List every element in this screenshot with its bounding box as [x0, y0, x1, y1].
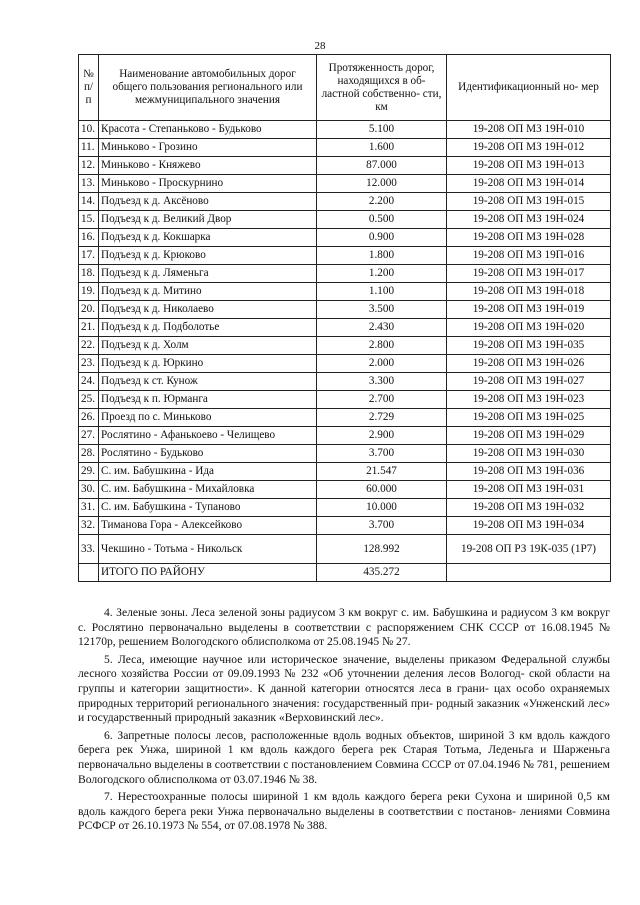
cell-num: 22. — [79, 337, 99, 355]
table-row — [79, 301, 611, 319]
table-row — [79, 247, 611, 265]
cell-length: 128.992 — [317, 535, 447, 564]
table-row — [79, 265, 611, 283]
cell-num: 14. — [79, 193, 99, 211]
cell-name: Красота - Степаньково - Будьково — [99, 121, 317, 139]
table-row — [79, 121, 611, 139]
header-ident: Идентификационный но- мер — [447, 55, 611, 121]
table-row — [79, 283, 611, 301]
cell-name: Подъезд к д. Митино — [99, 283, 317, 301]
table-row — [79, 175, 611, 193]
cell-name: С. им. Бабушкина - Ида — [99, 463, 317, 481]
cell-length: 0.900 — [317, 229, 447, 247]
cell-num: 11. — [79, 139, 99, 157]
cell-length: 2.900 — [317, 427, 447, 445]
cell-num: 32. — [79, 517, 99, 535]
cell-name: Подъезд к д. Великий Двор — [99, 211, 317, 229]
cell-ident: 19-208 ОП МЗ 19Н-013 — [447, 157, 611, 175]
cell-ident: 19-208 ОП МЗ 19Н-029 — [447, 427, 611, 445]
cell-name: Подъезд к д. Ляменьга — [99, 265, 317, 283]
cell-name: Подъезд к д. Николаево — [99, 301, 317, 319]
cell-length: 5.100 — [317, 121, 447, 139]
cell-name: С. им. Бабушкина - Тупаново — [99, 499, 317, 517]
cell-length: 1.600 — [317, 139, 447, 157]
cell-num: 21. — [79, 319, 99, 337]
cell-num: 27. — [79, 427, 99, 445]
cell-length: 2.200 — [317, 193, 447, 211]
cell-length: 21.547 — [317, 463, 447, 481]
cell-name: Миньково - Проскурнино — [99, 175, 317, 193]
cell-name: Подъезд к д. Подболотье — [99, 319, 317, 337]
cell-num: 23. — [79, 355, 99, 373]
cell-ident: 19-208 ОП МЗ 19Н-018 — [447, 283, 611, 301]
cell-num — [79, 564, 99, 582]
cell-length: 2.700 — [317, 391, 447, 409]
cell-num: 24. — [79, 373, 99, 391]
cell-name: Подъезд к ст. Кунож — [99, 373, 317, 391]
table-row — [79, 564, 611, 582]
table-row — [79, 463, 611, 481]
cell-name: Проезд по с. Миньково — [99, 409, 317, 427]
table-row — [79, 481, 611, 499]
cell-ident: 19-208 ОП МЗ 19Н-035 — [447, 337, 611, 355]
cell-name: Чекшино - Тотьма - Никольск — [99, 535, 317, 564]
cell-num: 26. — [79, 409, 99, 427]
cell-length: 2.800 — [317, 337, 447, 355]
cell-ident: 19-208 ОП МЗ 19Н-023 — [447, 391, 611, 409]
cell-ident: 19-208 ОП МЗ 19Н-031 — [447, 481, 611, 499]
cell-ident: 19-208 ОП МЗ 19Н-034 — [447, 517, 611, 535]
cell-num: 31. — [79, 499, 99, 517]
cell-length: 10.000 — [317, 499, 447, 517]
document-text — [78, 606, 610, 837]
cell-ident — [447, 564, 611, 582]
cell-ident: 19-208 ОП МЗ 19Н-032 — [447, 499, 611, 517]
cell-name: Подъезд к д. Холм — [99, 337, 317, 355]
cell-ident: 19-208 ОП МЗ 19Н-020 — [447, 319, 611, 337]
table-row — [79, 157, 611, 175]
cell-length: 12.000 — [317, 175, 447, 193]
table-row — [79, 319, 611, 337]
cell-ident: 19-208 ОП МЗ 19Н-012 — [447, 139, 611, 157]
cell-length: 3.700 — [317, 445, 447, 463]
cell-ident: 19-208 ОП МЗ 19Н-019 — [447, 301, 611, 319]
cell-num: 17. — [79, 247, 99, 265]
table-row — [79, 193, 611, 211]
cell-length: 3.700 — [317, 517, 447, 535]
table-row — [79, 409, 611, 427]
cell-name: Подъезд к д. Аксёново — [99, 193, 317, 211]
cell-length: 1.200 — [317, 265, 447, 283]
cell-name: ИТОГО ПО РАЙОНУ — [99, 564, 317, 582]
cell-ident: 19-208 ОП МЗ 19Н-026 — [447, 355, 611, 373]
table-row — [79, 517, 611, 535]
cell-ident: 19-208 ОП МЗ 19Н-028 — [447, 229, 611, 247]
cell-name: Подъезд к д. Кокшарка — [99, 229, 317, 247]
cell-name: Рослятино - Афанькоево - Челищево — [99, 427, 317, 445]
table-row — [79, 373, 611, 391]
cell-length: 2.430 — [317, 319, 447, 337]
paragraph-green-zones: 4. Зеленые зоны. Леса зеленой зоны радиусом 3 км вокруг с. им. Бабушкина и радиусом 3 км вокруг с. Рослятино первоначально выделены в соответствии с распоряжением СНК СССР от 16.08.1945 № 12170р, решением Вологодского облисполкома от 25.08.1945 № 27. — [78, 606, 610, 649]
table-row — [79, 391, 611, 409]
cell-ident: 19-208 ОП МЗ 19Н-036 — [447, 463, 611, 481]
cell-num: 20. — [79, 301, 99, 319]
roads-table — [78, 54, 611, 582]
cell-length: 87.000 — [317, 157, 447, 175]
table-row — [79, 139, 611, 157]
table-row — [79, 427, 611, 445]
cell-num: 12. — [79, 157, 99, 175]
cell-length: 2.000 — [317, 355, 447, 373]
table-row — [79, 211, 611, 229]
cell-length: 60.000 — [317, 481, 447, 499]
header-name: Наименование автомобильных дорог общего пользования регионального или межмуниципального значения — [99, 55, 317, 121]
cell-name: Миньково - Княжево — [99, 157, 317, 175]
table-row — [79, 355, 611, 373]
cell-length: 3.500 — [317, 301, 447, 319]
cell-name: С. им. Бабушкина - Михайловка — [99, 481, 317, 499]
cell-ident: 19-208 ОП МЗ 19Н-025 — [447, 409, 611, 427]
cell-num: 30. — [79, 481, 99, 499]
cell-length: 1.100 — [317, 283, 447, 301]
cell-num: 33. — [79, 535, 99, 564]
table-row — [79, 535, 611, 564]
cell-num: 15. — [79, 211, 99, 229]
paragraph-scientific-forests: 5. Леса, имеющие научное или историческое значение, выделены приказом Федеральной службы лесного хозяйства России от 09.09.1993 № 232 «Об уточнении деления лесов Вологод- ской области на группы и категории защитности». К данной категории относятся леса в грани- цах особо охраняемых природных территорий регионального значения: государственный при- родный заказник «Унженский лес» и государственный природный заказник «Верховинский лес». — [78, 652, 610, 725]
cell-num: 19. — [79, 283, 99, 301]
cell-name: Подъезд к д. Юркино — [99, 355, 317, 373]
header-length: Протяженность дорог, находящихся в об- ластной собственно- сти, км — [317, 55, 447, 121]
cell-name: Подъезд к п. Юрманга — [99, 391, 317, 409]
cell-length: 435.272 — [317, 564, 447, 582]
cell-ident: 19-208 ОП МЗ 19Н-010 — [447, 121, 611, 139]
table-row — [79, 499, 611, 517]
cell-name: Рослятино - Будьково — [99, 445, 317, 463]
cell-ident: 19-208 ОП МЗ 19Н-014 — [447, 175, 611, 193]
cell-ident: 19-208 ОП МЗ 19Н-017 — [447, 265, 611, 283]
cell-name: Миньково - Грозино — [99, 139, 317, 157]
cell-length: 1.800 — [317, 247, 447, 265]
cell-ident: 19-208 ОП МЗ 19Н-024 — [447, 211, 611, 229]
table-row — [79, 229, 611, 247]
cell-num: 29. — [79, 463, 99, 481]
cell-num: 18. — [79, 265, 99, 283]
table-row — [79, 337, 611, 355]
cell-num: 10. — [79, 121, 99, 139]
cell-length: 2.729 — [317, 409, 447, 427]
cell-name: Подъезд к д. Крюково — [99, 247, 317, 265]
cell-ident: 19-208 ОП МЗ 19П-016 — [447, 247, 611, 265]
cell-length: 3.300 — [317, 373, 447, 391]
paragraph-spawning-strips: 7. Нерестоохранные полосы шириной 1 км вдоль каждого берега реки Сухона и шириной 0,5 км вдоль каждого берега реки Унжа первоначально выделены в соответствии с постанов- лениями Совмина РСФСР от 26.10.1973 № 554, от 07.08.1978 № 388. — [78, 790, 610, 833]
cell-ident: 19-208 ОП РЗ 19К-035 (1Р7) — [447, 535, 611, 564]
cell-num: 25. — [79, 391, 99, 409]
cell-ident: 19-208 ОП МЗ 19Н-030 — [447, 445, 611, 463]
table-body — [79, 121, 611, 582]
table-header-row — [79, 55, 611, 121]
cell-ident: 19-208 ОП МЗ 19Н-015 — [447, 193, 611, 211]
page-number: 28 — [314, 40, 326, 52]
cell-num: 16. — [79, 229, 99, 247]
paragraph-forbidden-strips: 6. Запретные полосы лесов, расположенные вдоль водных объектов, шириной 3 км вдоль каждого берега рек Унжа, шириной 1 км вдоль каждого берега рек Старая Тотьма, Леденьга и Шарженьга первоначально выделены в соответствии с постановлением Совмина СССР от 07.04.1946 № 781, решением Вологодского облисполкома от 03.07.1946 № 38. — [78, 728, 610, 786]
header-num: № п/п — [79, 55, 99, 121]
cell-num: 13. — [79, 175, 99, 193]
cell-ident: 19-208 ОП МЗ 19Н-027 — [447, 373, 611, 391]
cell-num: 28. — [79, 445, 99, 463]
table-row — [79, 445, 611, 463]
cell-name: Тиманова Гора - Алексейково — [99, 517, 317, 535]
cell-length: 0.500 — [317, 211, 447, 229]
